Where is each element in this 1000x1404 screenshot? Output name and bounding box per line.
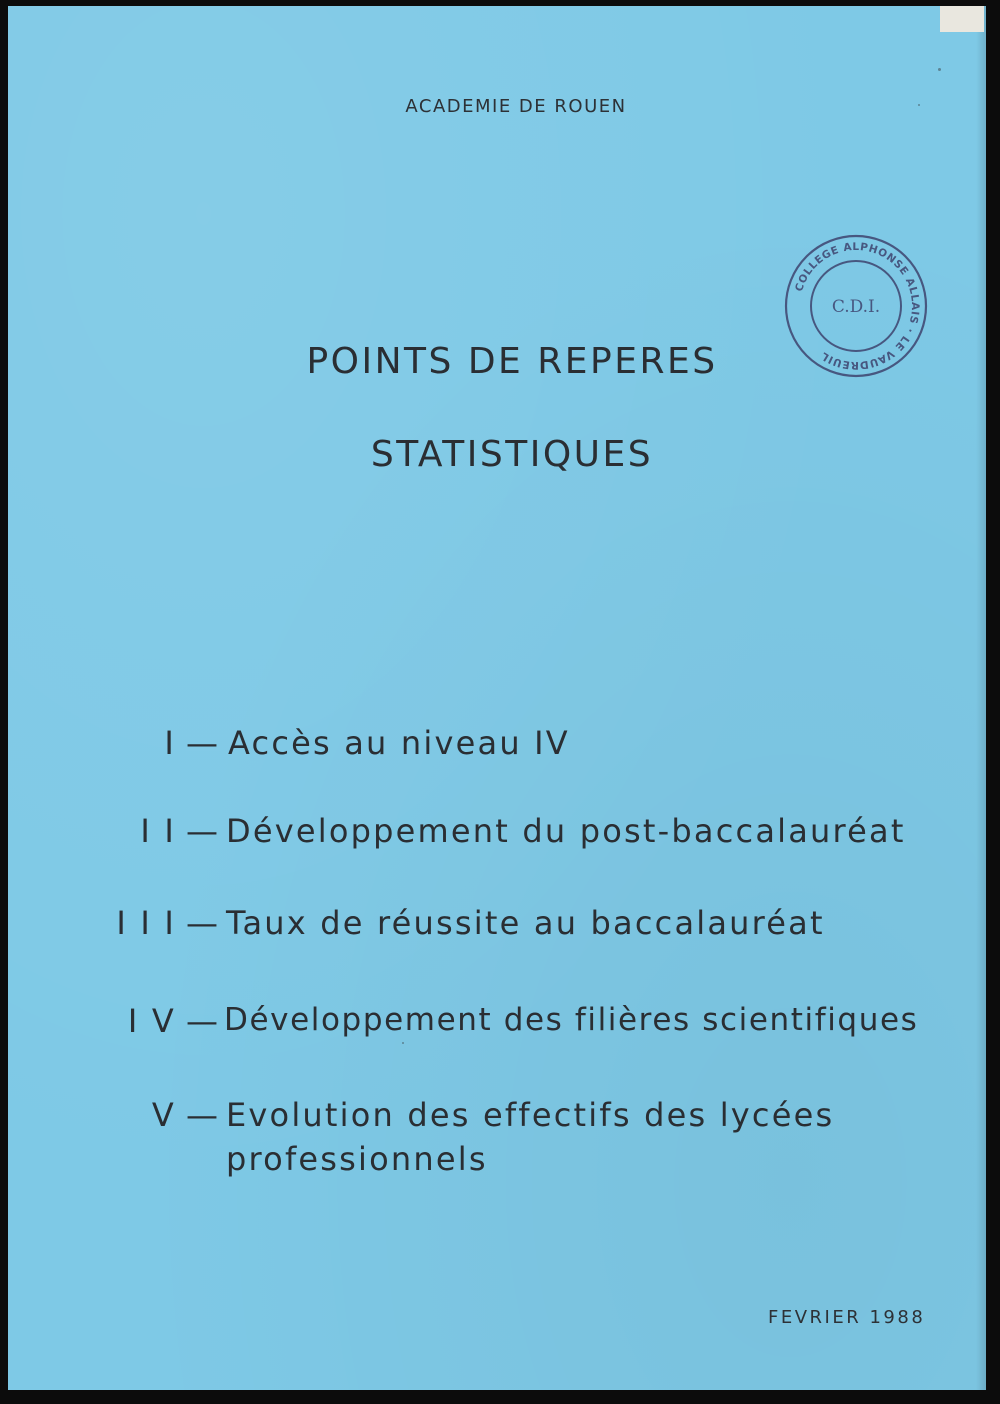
toc-item-5: [8, 1096, 986, 1186]
toc-item-1: [8, 724, 986, 768]
paper-speck: [938, 68, 941, 71]
toc-number: I I: [140, 812, 176, 850]
stamp-center-text: C.D.I.: [831, 297, 881, 317]
toc-number: I: [164, 724, 176, 762]
toc-text: Développement du post-baccalauréat: [226, 812, 906, 850]
toc-dash: —: [186, 812, 221, 850]
toc-number: I V: [127, 1002, 176, 1040]
toc-dash: —: [186, 904, 221, 942]
toc-dash: —: [186, 724, 221, 762]
toc-item-3: [8, 904, 986, 948]
paper-corner: [940, 6, 984, 32]
title-line-1: POINTS DE REPERES: [306, 341, 718, 382]
institution-heading: ACADEMIE DE ROUEN: [405, 96, 627, 117]
toc-text: Accès au niveau IV: [228, 724, 570, 762]
toc-text: Développement des filières scientifiques: [224, 1002, 919, 1038]
paper-speck: [918, 104, 920, 106]
stamp-ring-text: COLLEGE ALPHONSE ALLAIS · LE VAUDREUIL: [793, 240, 922, 372]
toc-number: V: [151, 1096, 176, 1134]
document-cover: [8, 6, 986, 1390]
cdi-stamp: [780, 230, 932, 382]
toc-number: I I I: [116, 904, 176, 942]
toc-text: Evolution des effectifs des lycées: [226, 1096, 835, 1134]
toc-dash: —: [186, 1002, 221, 1040]
publication-date: FEVRIER 1988: [768, 1307, 926, 1328]
toc-item-4: [8, 1002, 986, 1046]
title-line-2: STATISTIQUES: [370, 434, 654, 475]
paper-speck: [402, 1042, 404, 1044]
toc-dash: —: [186, 1096, 221, 1134]
toc-item-2: [8, 812, 986, 856]
toc-text-continuation: professionnels: [226, 1140, 488, 1178]
toc-text: Taux de réussite au baccalauréat: [226, 904, 825, 942]
